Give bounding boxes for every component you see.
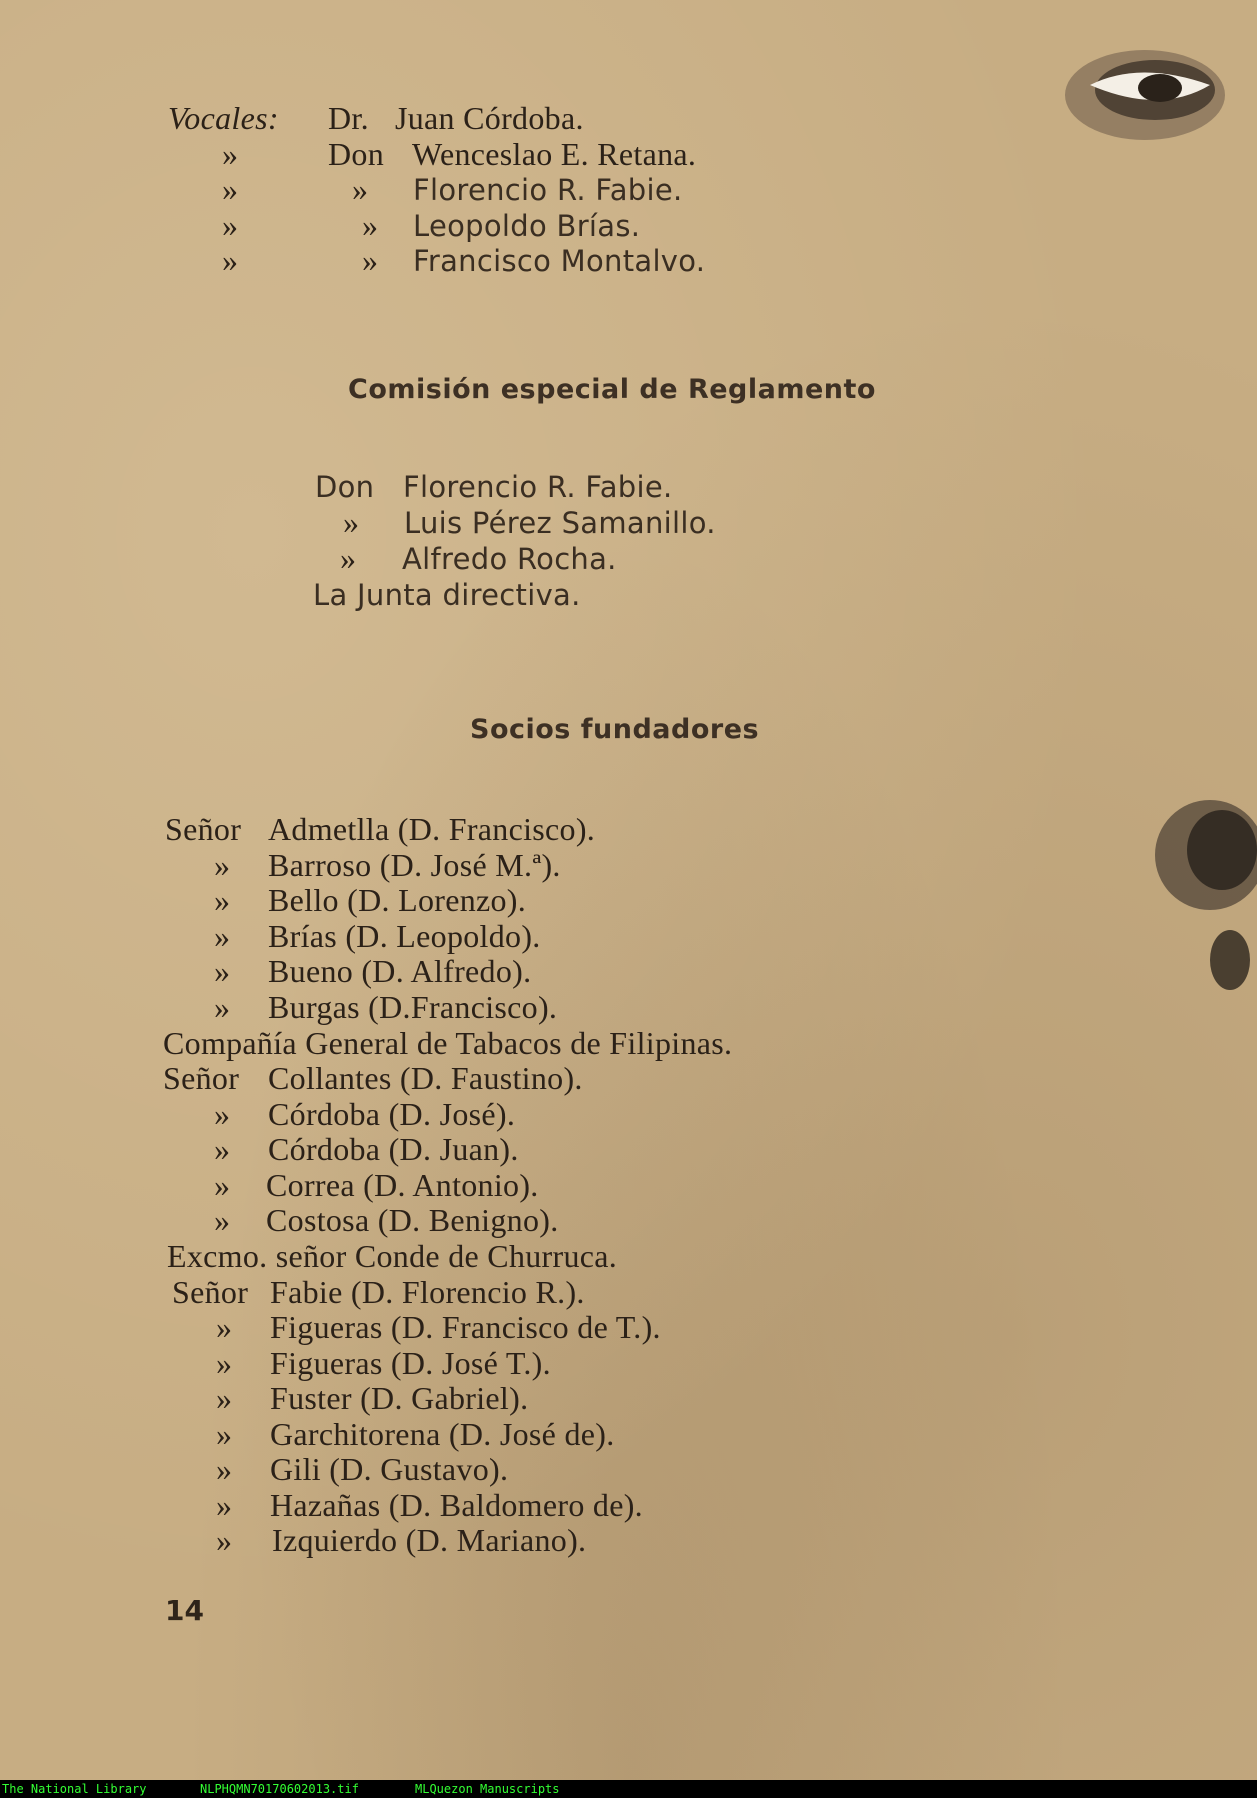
- footer-file: NLPHQMN70170602013.tif: [200, 1782, 359, 1796]
- fundador-name: Burgas (D.Francisco).: [268, 989, 558, 1025]
- reglamento-name-1: Florencio R. Fabie.: [403, 470, 673, 504]
- fundador-mark: »: [216, 1522, 233, 1558]
- fundador-mark: »: [214, 989, 231, 1025]
- fundador-mark: »: [216, 1309, 233, 1345]
- fundador-mark: »: [214, 847, 231, 883]
- fundador-mark: »: [214, 918, 231, 954]
- fundador-entry-full: Excmo. señor Conde de Churruca.: [167, 1238, 618, 1274]
- fundador-mark: »: [216, 1487, 233, 1523]
- board-title-5: »: [362, 242, 379, 278]
- fundador-prefix: Señor: [172, 1274, 249, 1310]
- reglamento-name-2: Luis Pérez Samanillo.: [404, 506, 716, 540]
- reglamento-heading: Comisión especial de Reglamento: [348, 374, 876, 405]
- fundadores-heading: Socios fundadores: [470, 714, 760, 745]
- fundador-mark: »: [214, 953, 231, 989]
- fundador-name: Garchitorena (D. José de).: [270, 1416, 615, 1452]
- scan-footer: [0, 1780, 1257, 1798]
- board-title-4: »: [362, 207, 379, 243]
- board-mark-5: »: [222, 242, 239, 278]
- page-number: 14: [165, 1594, 204, 1627]
- reglamento-name-4: La Junta directiva.: [313, 578, 581, 612]
- board-name-1: Juan Córdoba.: [395, 100, 584, 136]
- reglamento-mark-3: »: [340, 540, 357, 576]
- fundador-name: Fabie (D. Florencio R.).: [270, 1274, 585, 1310]
- board-mark-3: »: [222, 171, 239, 207]
- reglamento-mark-2: »: [343, 504, 360, 540]
- fundador-name: Córdoba (D. Juan).: [268, 1131, 519, 1167]
- board-mark-2: »: [222, 136, 239, 172]
- fundador-prefix: Señor: [163, 1060, 240, 1096]
- board-title-2: Don: [328, 136, 385, 172]
- fundador-name: Gili (D. Gustavo).: [270, 1451, 509, 1487]
- fundador-mark: »: [216, 1416, 233, 1452]
- board-name-2: Wenceslao E. Retana.: [412, 136, 697, 172]
- fundador-name: Figueras (D. Francisco de T.).: [270, 1309, 661, 1345]
- fundador-mark: »: [214, 1096, 231, 1132]
- fundador-mark: »: [214, 882, 231, 918]
- fundador-name: Bueno (D. Alfredo).: [268, 953, 532, 989]
- fundador-name: Admetlla (D. Francisco).: [268, 811, 596, 847]
- fundador-mark: »: [214, 1202, 231, 1238]
- fundador-name: Fuster (D. Gabriel).: [270, 1380, 529, 1416]
- fundador-mark: »: [214, 1131, 231, 1167]
- fundador-name: Izquierdo (D. Mariano).: [272, 1522, 587, 1558]
- fundador-name: Collantes (D. Faustino).: [268, 1060, 583, 1096]
- fundador-name: Bello (D. Lorenzo).: [268, 882, 527, 918]
- fundador-mark: »: [216, 1380, 233, 1416]
- footer-library: The National Library: [2, 1782, 147, 1796]
- board-name-5: Francisco Montalvo.: [413, 244, 706, 278]
- fundador-mark: »: [216, 1451, 233, 1487]
- ink-stain-side-icon: [1130, 780, 1257, 1010]
- ink-stain-top-icon: [1050, 40, 1257, 180]
- board-title-1: Dr.: [328, 100, 369, 136]
- reglamento-name-3: Alfredo Rocha.: [402, 542, 617, 576]
- fundador-name: Hazañas (D. Baldomero de).: [270, 1487, 643, 1523]
- fundador-name: Correa (D. Antonio).: [266, 1167, 539, 1203]
- fundador-name: Costosa (D. Benigno).: [266, 1202, 559, 1238]
- fundador-prefix: Señor: [165, 811, 242, 847]
- footer-collection: MLQuezon Manuscripts: [415, 1782, 560, 1796]
- fundador-mark: »: [216, 1345, 233, 1381]
- board-name-3: Florencio R. Fabie.: [413, 173, 683, 207]
- fundador-name: Córdoba (D. José).: [268, 1096, 516, 1132]
- board-title-3: »: [352, 171, 369, 207]
- vocales-label: Vocales:: [168, 100, 279, 136]
- fundador-mark: »: [214, 1167, 231, 1203]
- fundador-name: Brías (D. Leopoldo).: [268, 918, 541, 954]
- fundador-name: Figueras (D. José T.).: [270, 1345, 551, 1381]
- fundador-name: Barroso (D. José M.ª).: [268, 847, 561, 883]
- board-name-4: Leopoldo Brías.: [413, 209, 641, 243]
- board-mark-4: »: [222, 207, 239, 243]
- reglamento-mark-1: Don: [315, 470, 375, 504]
- fundador-entry-full: Compañía General de Tabacos de Filipinas.: [163, 1025, 733, 1061]
